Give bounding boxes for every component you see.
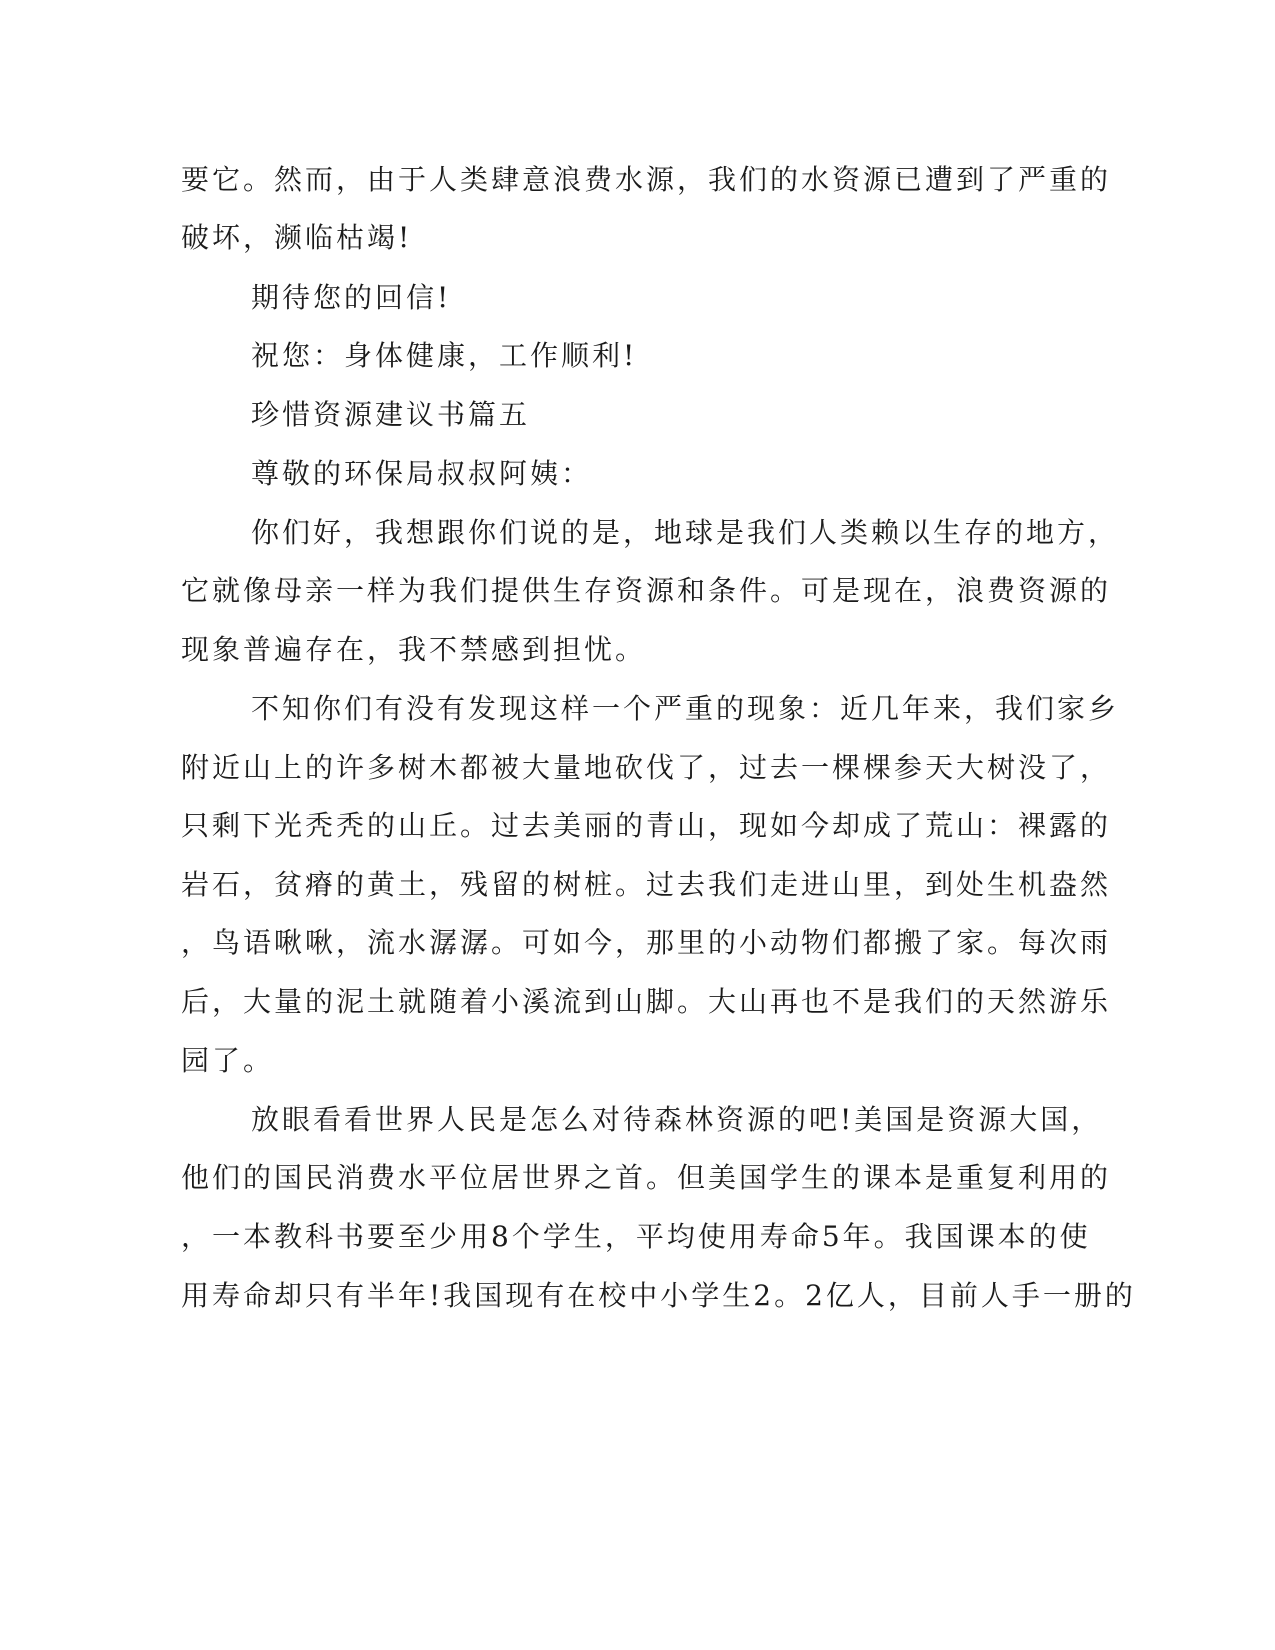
text-line: 园了。 (181, 1044, 275, 1077)
text-line: 它就像母亲一样为我们提供生存资源和条件。可是现在，浪费资源的 (181, 574, 1112, 607)
text-line: ，鸟语啾啾，流水潺潺。可如今，那里的小动物们都搬了家。每次雨 (181, 926, 1112, 959)
text-line: 祝您：身体健康，工作顺利! (251, 339, 638, 372)
section-heading: 珍惜资源建议书篇五 (251, 398, 531, 431)
text-line: 现象普遍存在，我不禁感到担忧。 (181, 633, 647, 666)
text-line: 后，大量的泥土就随着小溪流到山脚。大山再也不是我们的天然游乐 (181, 985, 1112, 1018)
text-line: ，一本教科书要至少用8个学生，平均使用寿命5年。我国课本的使 (181, 1220, 1091, 1253)
text-line: 附近山上的许多树木都被大量地砍伐了，过去一棵棵参天大树没了， (181, 751, 1112, 784)
text-line: 不知你们有没有发现这样一个严重的现象：近几年来，我们家乡 (251, 692, 1120, 725)
text-line: 岩石，贫瘠的黄土，残留的树桩。过去我们走进山里，到处生机盎然 (181, 868, 1112, 901)
text-line: 期待您的回信! (251, 281, 452, 314)
text-line: 只剩下光秃秃的山丘。过去美丽的青山，现如今却成了荒山：裸露的 (181, 809, 1112, 842)
text-line: 要它。然而，由于人类肆意浪费水源，我们的水资源已遭到了严重的 (181, 163, 1112, 196)
text-line: 你们好，我想跟你们说的是，地球是我们人类赖以生存的地方， (251, 516, 1120, 549)
text-line: 放眼看看世界人民是怎么对待森林资源的吧!美国是资源大国， (251, 1103, 1103, 1136)
text-line: 他们的国民消费水平位居世界之首。但美国学生的课本是重复利用的 (181, 1161, 1112, 1194)
salutation: 尊敬的环保局叔叔阿姨： (251, 457, 593, 490)
text-line: 用寿命却只有半年!我国现有在校中小学生2。2亿人，目前人手一册的 (181, 1279, 1136, 1312)
text-line: 破坏，濒临枯竭! (181, 221, 413, 254)
